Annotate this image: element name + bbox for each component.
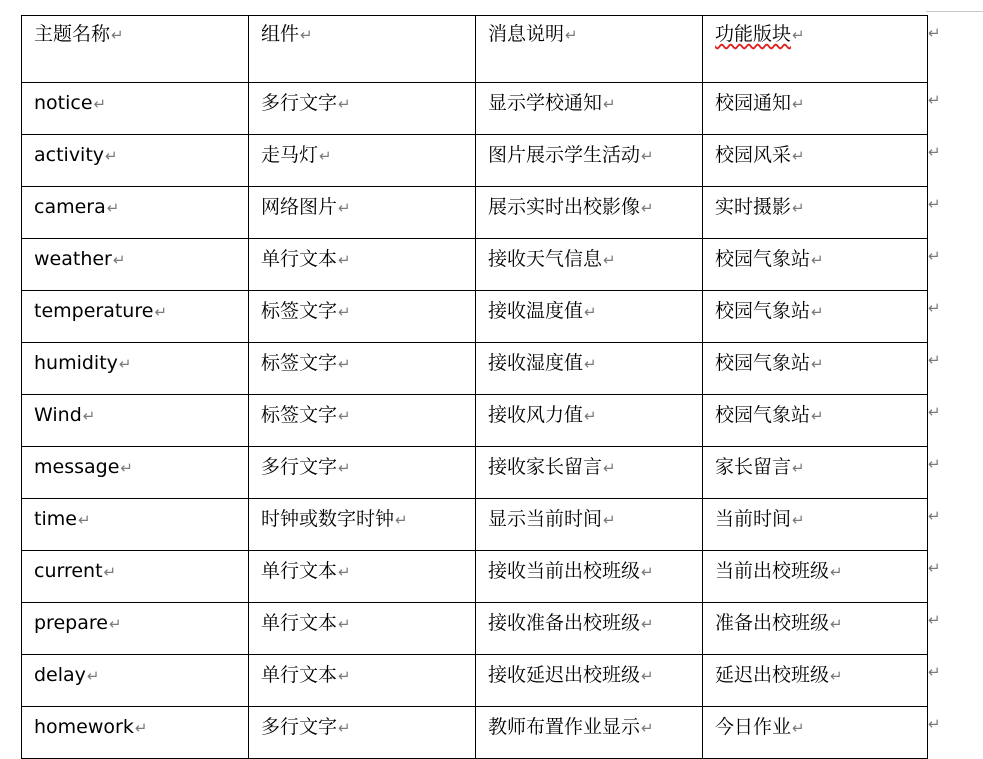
paragraph-mark-icon: ↵ (338, 407, 351, 425)
cell-text: camera (34, 196, 106, 218)
table-cell-topic[interactable] (22, 551, 249, 603)
table-row (22, 603, 928, 655)
table-cell-module[interactable] (703, 187, 928, 239)
table-cell-module[interactable] (703, 291, 928, 343)
header-message-text: 消息说明 (488, 23, 565, 45)
row-end-mark-icon: ↵ (928, 23, 941, 42)
table-cell-module[interactable] (703, 655, 928, 707)
row-end-mark-icon: ↵ (928, 714, 941, 733)
cell-text: 显示学校通知 (488, 92, 603, 114)
row-end-mark-icon: ↵ (928, 90, 941, 109)
paragraph-mark-icon: ↵ (811, 355, 824, 373)
cell-text: 延迟出校班级 (715, 664, 830, 686)
cell-text: 教师布置作业显示 (488, 716, 641, 738)
header-cell-topic[interactable] (22, 16, 249, 83)
paragraph-mark-icon: ↵ (154, 303, 168, 321)
paragraph-mark-icon: ↵ (584, 355, 597, 373)
table-cell-topic[interactable] (22, 83, 249, 135)
paragraph-mark-icon: ↵ (106, 199, 120, 217)
paragraph-mark-icon: ↵ (584, 303, 597, 321)
cell-text: 图片展示学生活动 (488, 144, 641, 166)
cell-text: 今日作业 (715, 716, 792, 738)
paragraph-mark-icon: ↵ (319, 147, 332, 165)
table-cell-component[interactable] (249, 447, 476, 499)
table-cell-module[interactable] (703, 83, 928, 135)
cell-text: 多行文字 (261, 456, 338, 478)
paragraph-mark-icon: ↵ (395, 511, 408, 529)
table-cell-topic[interactable] (22, 655, 249, 707)
paragraph-mark-icon: ↵ (111, 26, 124, 44)
header-module-text: 功能版块 (715, 23, 792, 45)
table-cell-module[interactable] (703, 551, 928, 603)
table-cell-module[interactable] (703, 135, 928, 187)
paragraph-mark-icon: ↵ (103, 563, 117, 581)
table-cell-topic[interactable] (22, 239, 249, 291)
paragraph-mark-icon: ↵ (108, 615, 122, 633)
paragraph-mark-icon: ↵ (641, 199, 654, 217)
table-row (22, 239, 928, 291)
table-cell-component[interactable] (249, 239, 476, 291)
cell-text: message (34, 456, 120, 478)
table-cell-topic[interactable] (22, 447, 249, 499)
table-cell-message[interactable] (476, 395, 703, 447)
row-end-mark-icon: ↵ (928, 298, 941, 317)
paragraph-mark-icon: ↵ (338, 667, 351, 685)
table-cell-message[interactable] (476, 343, 703, 395)
paragraph-mark-icon: ↵ (300, 26, 313, 44)
cell-text: 单行文本 (261, 248, 338, 270)
cell-text: 多行文字 (261, 716, 338, 738)
paragraph-mark-icon: ↵ (338, 251, 351, 269)
table-cell-component[interactable] (249, 395, 476, 447)
table-cell-message[interactable] (476, 239, 703, 291)
cell-text: 展示实时出校影像 (488, 196, 641, 218)
table-cell-message[interactable] (476, 447, 703, 499)
paragraph-mark-icon: ↵ (792, 511, 805, 529)
cell-text: 实时摄影 (715, 196, 792, 218)
table-row (22, 499, 928, 551)
paragraph-mark-icon: ↵ (792, 26, 805, 44)
cell-text: weather (34, 248, 112, 270)
table-cell-topic[interactable] (22, 707, 249, 759)
paragraph-mark-icon: ↵ (134, 719, 148, 737)
paragraph-mark-icon: ↵ (338, 199, 351, 217)
row-end-mark-icon: ↵ (928, 350, 941, 369)
header-cell-message[interactable] (476, 16, 703, 83)
cell-text: 单行文本 (261, 664, 338, 686)
row-end-mark-icon: ↵ (928, 662, 941, 681)
table-cell-module[interactable] (703, 499, 928, 551)
cell-text: 标签文字 (261, 300, 338, 322)
paragraph-mark-icon: ↵ (338, 459, 351, 477)
cell-text: 标签文字 (261, 404, 338, 426)
cell-text: delay (34, 664, 86, 686)
row-end-mark-icon: ↵ (928, 246, 941, 265)
row-end-mark-icon: ↵ (928, 610, 941, 629)
table-cell-component[interactable] (249, 135, 476, 187)
paragraph-mark-icon: ↵ (811, 407, 824, 425)
cell-text: temperature (34, 300, 154, 322)
row-end-mark-icon: ↵ (928, 142, 941, 161)
header-component-text: 组件 (261, 23, 300, 45)
cell-text: 接收家长留言 (488, 456, 603, 478)
paragraph-mark-icon: ↵ (641, 719, 654, 737)
cell-text: 显示当前时间 (488, 508, 603, 530)
cell-text: 接收准备出校班级 (488, 612, 641, 634)
paragraph-mark-icon: ↵ (118, 355, 132, 373)
table-cell-module[interactable] (703, 395, 928, 447)
cell-text: 时钟或数字时钟 (261, 508, 395, 530)
table-cell-module[interactable] (703, 603, 928, 655)
table-cell-topic[interactable] (22, 603, 249, 655)
header-cell-component[interactable] (249, 16, 476, 83)
table-row (22, 395, 928, 447)
paragraph-mark-icon: ↵ (338, 95, 351, 113)
table-cell-component[interactable] (249, 707, 476, 759)
cell-text: 校园风采 (715, 144, 792, 166)
paragraph-mark-icon: ↵ (811, 303, 824, 321)
cell-text: 多行文字 (261, 92, 338, 114)
table-cell-module[interactable] (703, 343, 928, 395)
paragraph-mark-icon: ↵ (603, 251, 616, 269)
header-cell-module[interactable] (703, 16, 928, 83)
topic-table (21, 15, 928, 759)
paragraph-mark-icon: ↵ (792, 95, 805, 113)
row-end-mark-icon: ↵ (928, 558, 941, 577)
paragraph-mark-icon: ↵ (641, 563, 654, 581)
cell-text: 接收温度值 (488, 300, 584, 322)
table-body (22, 16, 928, 759)
paragraph-mark-icon: ↵ (603, 511, 616, 529)
table-row (22, 707, 928, 759)
cell-text: 接收当前出校班级 (488, 560, 641, 582)
table-cell-component[interactable] (249, 291, 476, 343)
cell-text: 走马灯 (261, 144, 319, 166)
cell-text: prepare (34, 612, 108, 634)
cell-text: 家长留言 (715, 456, 792, 478)
paragraph-mark-icon: ↵ (641, 147, 654, 165)
paragraph-mark-icon: ↵ (338, 719, 351, 737)
paragraph-mark-icon: ↵ (77, 511, 91, 529)
cell-text: homework (34, 716, 134, 738)
page-edge-line (926, 11, 983, 12)
table-cell-message[interactable] (476, 551, 703, 603)
header-row (22, 16, 928, 83)
table-cell-message[interactable] (476, 655, 703, 707)
table-cell-component[interactable] (249, 655, 476, 707)
table-cell-message[interactable] (476, 291, 703, 343)
table-cell-message[interactable] (476, 135, 703, 187)
cell-text: 接收风力值 (488, 404, 584, 426)
table-row (22, 135, 928, 187)
table-cell-component[interactable] (249, 343, 476, 395)
cell-text: 校园气象站 (715, 248, 811, 270)
paragraph-mark-icon: ↵ (641, 615, 654, 633)
paragraph-mark-icon: ↵ (338, 563, 351, 581)
paragraph-mark-icon: ↵ (338, 355, 351, 373)
cell-text: 网络图片 (261, 196, 338, 218)
table-row (22, 83, 928, 135)
row-end-mark-icon: ↵ (928, 194, 941, 213)
table-cell-topic[interactable] (22, 343, 249, 395)
table-cell-component[interactable] (249, 83, 476, 135)
cell-text: 标签文字 (261, 352, 338, 374)
cell-text: 校园气象站 (715, 352, 811, 374)
paragraph-mark-icon: ↵ (603, 95, 616, 113)
paragraph-mark-icon: ↵ (830, 615, 843, 633)
table-cell-topic[interactable] (22, 187, 249, 239)
paragraph-mark-icon: ↵ (792, 459, 805, 477)
cell-text: 接收湿度值 (488, 352, 584, 374)
cell-text: 校园气象站 (715, 404, 811, 426)
table-cell-module[interactable] (703, 707, 928, 759)
paragraph-mark-icon: ↵ (641, 667, 654, 685)
table-cell-component[interactable] (249, 187, 476, 239)
paragraph-mark-icon: ↵ (584, 407, 597, 425)
table-cell-module[interactable] (703, 447, 928, 499)
table-cell-message[interactable] (476, 187, 703, 239)
paragraph-mark-icon: ↵ (830, 667, 843, 685)
table-row (22, 291, 928, 343)
paragraph-mark-icon: ↵ (792, 719, 805, 737)
paragraph-mark-icon: ↵ (792, 147, 805, 165)
table-cell-component[interactable] (249, 499, 476, 551)
table-cell-message[interactable] (476, 499, 703, 551)
cell-text: 接收延迟出校班级 (488, 664, 641, 686)
cell-text: time (34, 508, 77, 530)
cell-text: 校园气象站 (715, 300, 811, 322)
cell-text: notice (34, 92, 93, 114)
table-row (22, 655, 928, 707)
paragraph-mark-icon: ↵ (830, 563, 843, 581)
cell-text: 接收天气信息 (488, 248, 603, 270)
table-cell-topic[interactable] (22, 291, 249, 343)
paragraph-mark-icon: ↵ (120, 459, 133, 477)
cell-text: activity (34, 144, 105, 166)
paragraph-mark-icon: ↵ (811, 251, 824, 269)
table-cell-module[interactable] (703, 239, 928, 291)
paragraph-mark-icon: ↵ (105, 147, 118, 165)
table-cell-message[interactable] (476, 707, 703, 759)
table-row (22, 447, 928, 499)
paragraph-mark-icon: ↵ (112, 251, 126, 269)
cell-text: current (34, 560, 103, 582)
cell-text: 当前时间 (715, 508, 792, 530)
paragraph-mark-icon: ↵ (82, 407, 96, 425)
cell-text: 单行文本 (261, 612, 338, 634)
paragraph-mark-icon: ↵ (338, 615, 351, 633)
cell-text: humidity (34, 352, 118, 374)
row-end-mark-icon: ↵ (928, 506, 941, 525)
table-cell-topic[interactable] (22, 499, 249, 551)
table-row (22, 551, 928, 603)
cell-text: Wind (34, 404, 82, 426)
header-topic-text: 主题名称 (34, 23, 111, 45)
row-end-mark-icon: ↵ (928, 454, 941, 473)
table-cell-message[interactable] (476, 83, 703, 135)
table-row (22, 187, 928, 239)
cell-text: 准备出校班级 (715, 612, 830, 634)
cell-text: 单行文本 (261, 560, 338, 582)
table-cell-message[interactable] (476, 603, 703, 655)
table-row (22, 343, 928, 395)
cell-text: 当前出校班级 (715, 560, 830, 582)
paragraph-mark-icon: ↵ (338, 303, 351, 321)
paragraph-mark-icon: ↵ (93, 95, 107, 113)
paragraph-mark-icon: ↵ (792, 199, 805, 217)
paragraph-mark-icon: ↵ (603, 459, 616, 477)
paragraph-mark-icon: ↵ (565, 26, 578, 44)
table-cell-topic[interactable] (22, 135, 249, 187)
paragraph-mark-icon: ↵ (86, 667, 100, 685)
table-cell-topic[interactable] (22, 395, 249, 447)
table-cell-component[interactable] (249, 603, 476, 655)
table-cell-component[interactable] (249, 551, 476, 603)
row-end-mark-icon: ↵ (928, 402, 941, 421)
cell-text: 校园通知 (715, 92, 792, 114)
